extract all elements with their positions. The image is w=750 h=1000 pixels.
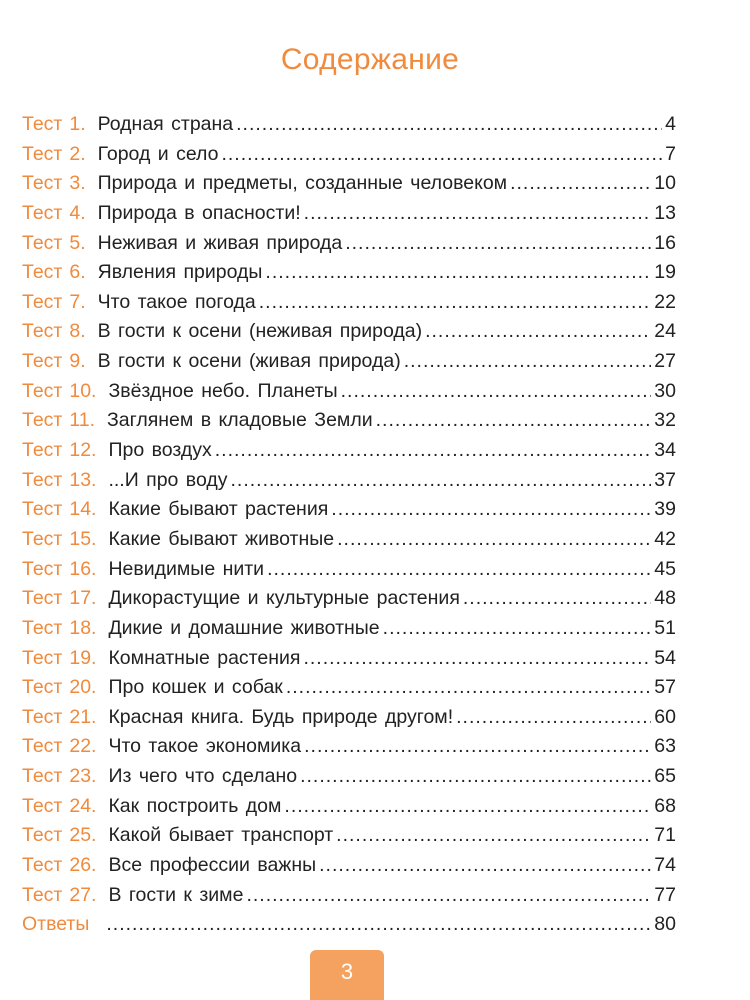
test-label: Тест xyxy=(22,527,63,550)
entry-title: Родная страна xyxy=(97,113,234,135)
dot-leader xyxy=(300,762,651,792)
entry-title: Природа в опасности! xyxy=(97,201,301,224)
toc-entry xyxy=(22,821,676,851)
entry-title: В гости к осени (живая природа) xyxy=(97,350,401,373)
page-number: 60 xyxy=(654,705,676,728)
test-label: Тест xyxy=(22,379,63,402)
entry-title: Заглянем в кладовые Земли xyxy=(107,409,373,432)
dot-leader xyxy=(336,821,651,851)
dot-leader xyxy=(337,525,651,555)
entry-title: Про кошек и собак xyxy=(108,676,283,699)
toc-entry xyxy=(22,495,676,525)
toc-entry xyxy=(22,525,676,555)
entry-title: В гости к осени (неживая природа) xyxy=(97,320,423,343)
entry-title: Город и село xyxy=(97,142,219,165)
test-number: 19. xyxy=(69,646,97,669)
test-number: 22. xyxy=(69,735,97,758)
page-number: 4 xyxy=(665,113,676,135)
page-number: 16 xyxy=(654,231,676,254)
toc-entry xyxy=(22,614,676,644)
page-number: 48 xyxy=(654,587,676,610)
test-label: Тест xyxy=(22,439,63,462)
page-number: 77 xyxy=(654,883,676,906)
toc-entry xyxy=(22,199,676,229)
toc-entry xyxy=(22,288,676,318)
test-number: 3. xyxy=(69,172,86,195)
page-number: 19 xyxy=(654,261,676,284)
dot-leader xyxy=(304,199,652,229)
dot-leader xyxy=(267,555,651,585)
page-number: 42 xyxy=(654,527,676,550)
entry-title: Звёздное небо. Планеты xyxy=(108,379,338,402)
entry-title: Какие бывают растения xyxy=(108,498,329,521)
entry-title: Неживая и живая природа xyxy=(97,231,343,254)
test-number: 5. xyxy=(69,231,86,254)
table-of-contents xyxy=(22,110,676,940)
test-number: 25. xyxy=(69,824,97,847)
entry-title: Природа и предметы, созданные человеком xyxy=(97,172,508,195)
test-number: 14. xyxy=(69,498,97,521)
test-number: 21. xyxy=(69,705,97,728)
test-number: 17. xyxy=(69,587,97,610)
toc-entry xyxy=(22,377,676,407)
test-label: Тест xyxy=(22,498,63,521)
test-number: 2. xyxy=(69,142,86,165)
test-label: Тест xyxy=(22,290,63,313)
dot-leader xyxy=(236,110,662,140)
entry-title: Что такое экономика xyxy=(108,735,302,758)
test-number: 10. xyxy=(69,379,97,402)
dot-leader xyxy=(456,703,651,733)
toc-entry xyxy=(22,229,676,259)
toc-entry xyxy=(22,703,676,733)
dot-leader xyxy=(345,229,651,259)
entry-title: ...И про воду xyxy=(108,468,228,491)
toc-entry xyxy=(22,110,676,140)
page-number: 65 xyxy=(654,765,676,788)
dot-leader xyxy=(341,377,652,407)
toc-entry xyxy=(22,792,676,822)
entry-title: Явления природы xyxy=(97,261,263,284)
test-label: Тест xyxy=(22,676,63,699)
answers-label: Ответы xyxy=(22,913,90,936)
dot-leader xyxy=(286,673,651,703)
test-label: Тест xyxy=(22,350,63,373)
entry-title: Про воздух xyxy=(108,439,212,462)
page-number: 51 xyxy=(654,616,676,639)
toc-entry xyxy=(22,673,676,703)
test-number: 27. xyxy=(69,883,97,906)
test-number: 6. xyxy=(69,261,86,284)
entry-title: Красная книга. Будь природе другом! xyxy=(108,705,454,728)
test-number: 8. xyxy=(69,320,86,343)
page-number: 57 xyxy=(654,676,676,699)
page-number: 74 xyxy=(654,854,676,877)
dot-leader xyxy=(231,466,652,496)
entry-title: Все профессии важны xyxy=(108,854,317,877)
entry-title: Что такое погода xyxy=(97,290,256,313)
dot-leader xyxy=(303,644,651,674)
page-number: 37 xyxy=(654,468,676,491)
test-label: Тест xyxy=(22,468,63,491)
answers-entry xyxy=(22,910,676,940)
toc-entry xyxy=(22,258,676,288)
test-number: 24. xyxy=(69,794,97,817)
test-number: 26. xyxy=(69,854,97,877)
toc-entry xyxy=(22,169,676,199)
page-number: 32 xyxy=(654,409,676,432)
entry-title: Дикие и домашние животные xyxy=(108,616,380,639)
toc-entry xyxy=(22,466,676,496)
test-label: Тест xyxy=(22,142,63,165)
test-number: 18. xyxy=(69,616,97,639)
page-number: 39 xyxy=(654,498,676,521)
entry-title: Какой бывает транспорт xyxy=(108,824,334,847)
test-label: Тест xyxy=(22,854,63,877)
page-title: Содержание xyxy=(280,43,460,76)
dot-leader xyxy=(425,317,651,347)
page-number: 34 xyxy=(654,439,676,462)
dot-leader xyxy=(331,495,651,525)
page-number: 24 xyxy=(654,320,676,343)
entry-title: Невидимые нити xyxy=(108,557,265,580)
dot-leader xyxy=(383,614,652,644)
test-number: 11. xyxy=(69,409,96,432)
test-label: Тест xyxy=(22,587,63,610)
toc-entry xyxy=(22,881,676,911)
test-number: 15. xyxy=(69,527,97,550)
entry-title: Дикорастущие и культурные растения xyxy=(108,587,460,610)
dot-leader xyxy=(404,347,652,377)
page-number: 45 xyxy=(654,557,676,580)
test-number: 7. xyxy=(69,290,86,313)
test-label: Тест xyxy=(22,172,63,195)
test-label: Тест xyxy=(22,409,63,432)
test-label: Тест xyxy=(22,765,63,788)
dot-leader xyxy=(259,288,652,318)
dot-leader xyxy=(463,584,651,614)
test-label: Тест xyxy=(22,794,63,817)
dot-leader xyxy=(221,140,662,170)
page-number: 80 xyxy=(654,913,676,936)
test-label: Тест xyxy=(22,735,63,758)
test-label: Тест xyxy=(22,201,63,224)
toc-entry xyxy=(22,644,676,674)
test-number: 9. xyxy=(69,350,86,373)
test-label: Тест xyxy=(22,616,63,639)
page-number-tab: 3 xyxy=(310,950,384,1000)
page-number: 22 xyxy=(654,290,676,313)
page-number: 30 xyxy=(654,379,676,402)
test-number: 20. xyxy=(69,676,97,699)
toc-entry xyxy=(22,732,676,762)
test-label: Тест xyxy=(22,320,63,343)
entry-title: Какие бывают животные xyxy=(108,527,335,550)
test-label: Тест xyxy=(22,646,63,669)
dot-leader xyxy=(215,436,652,466)
page-number: 71 xyxy=(654,824,676,847)
test-number: 23. xyxy=(69,765,97,788)
test-label: Тест xyxy=(22,261,63,284)
page-number: 63 xyxy=(654,735,676,758)
dot-leader xyxy=(106,910,651,940)
toc-entry xyxy=(22,584,676,614)
toc-entry xyxy=(22,406,676,436)
dot-leader xyxy=(319,851,651,881)
dot-leader xyxy=(510,169,651,199)
dot-leader xyxy=(284,792,651,822)
toc-entry xyxy=(22,317,676,347)
dot-leader xyxy=(265,258,651,288)
page-number: 10 xyxy=(654,172,676,195)
toc-entry xyxy=(22,851,676,881)
page-number: 13 xyxy=(654,201,676,224)
test-label: Тест xyxy=(22,231,63,254)
toc-entry xyxy=(22,762,676,792)
dot-leader xyxy=(246,881,651,911)
dot-leader xyxy=(304,732,651,762)
toc-entry xyxy=(22,347,676,377)
page-number: 68 xyxy=(654,794,676,817)
test-number: 1. xyxy=(69,113,86,135)
entry-title: Комнатные растения xyxy=(108,646,301,669)
test-label: Тест xyxy=(22,824,63,847)
test-label: Тест xyxy=(22,883,63,906)
toc-entry xyxy=(22,436,676,466)
dot-leader xyxy=(376,406,652,436)
toc-entry xyxy=(22,555,676,585)
page-number: 27 xyxy=(654,350,676,373)
toc-entry xyxy=(22,140,676,170)
test-number: 4. xyxy=(69,201,86,224)
test-number: 16. xyxy=(69,557,97,580)
test-label: Тест xyxy=(22,113,63,135)
page-number: 54 xyxy=(654,646,676,669)
entry-title: В гости к зиме xyxy=(108,883,244,906)
test-label: Тест xyxy=(22,557,63,580)
page-number: 7 xyxy=(665,142,676,165)
test-number: 13. xyxy=(69,468,97,491)
entry-title: Из чего что сделано xyxy=(108,765,298,788)
test-number: 12. xyxy=(69,439,97,462)
entry-title: Как построить дом xyxy=(108,794,282,817)
test-label: Тест xyxy=(22,705,63,728)
